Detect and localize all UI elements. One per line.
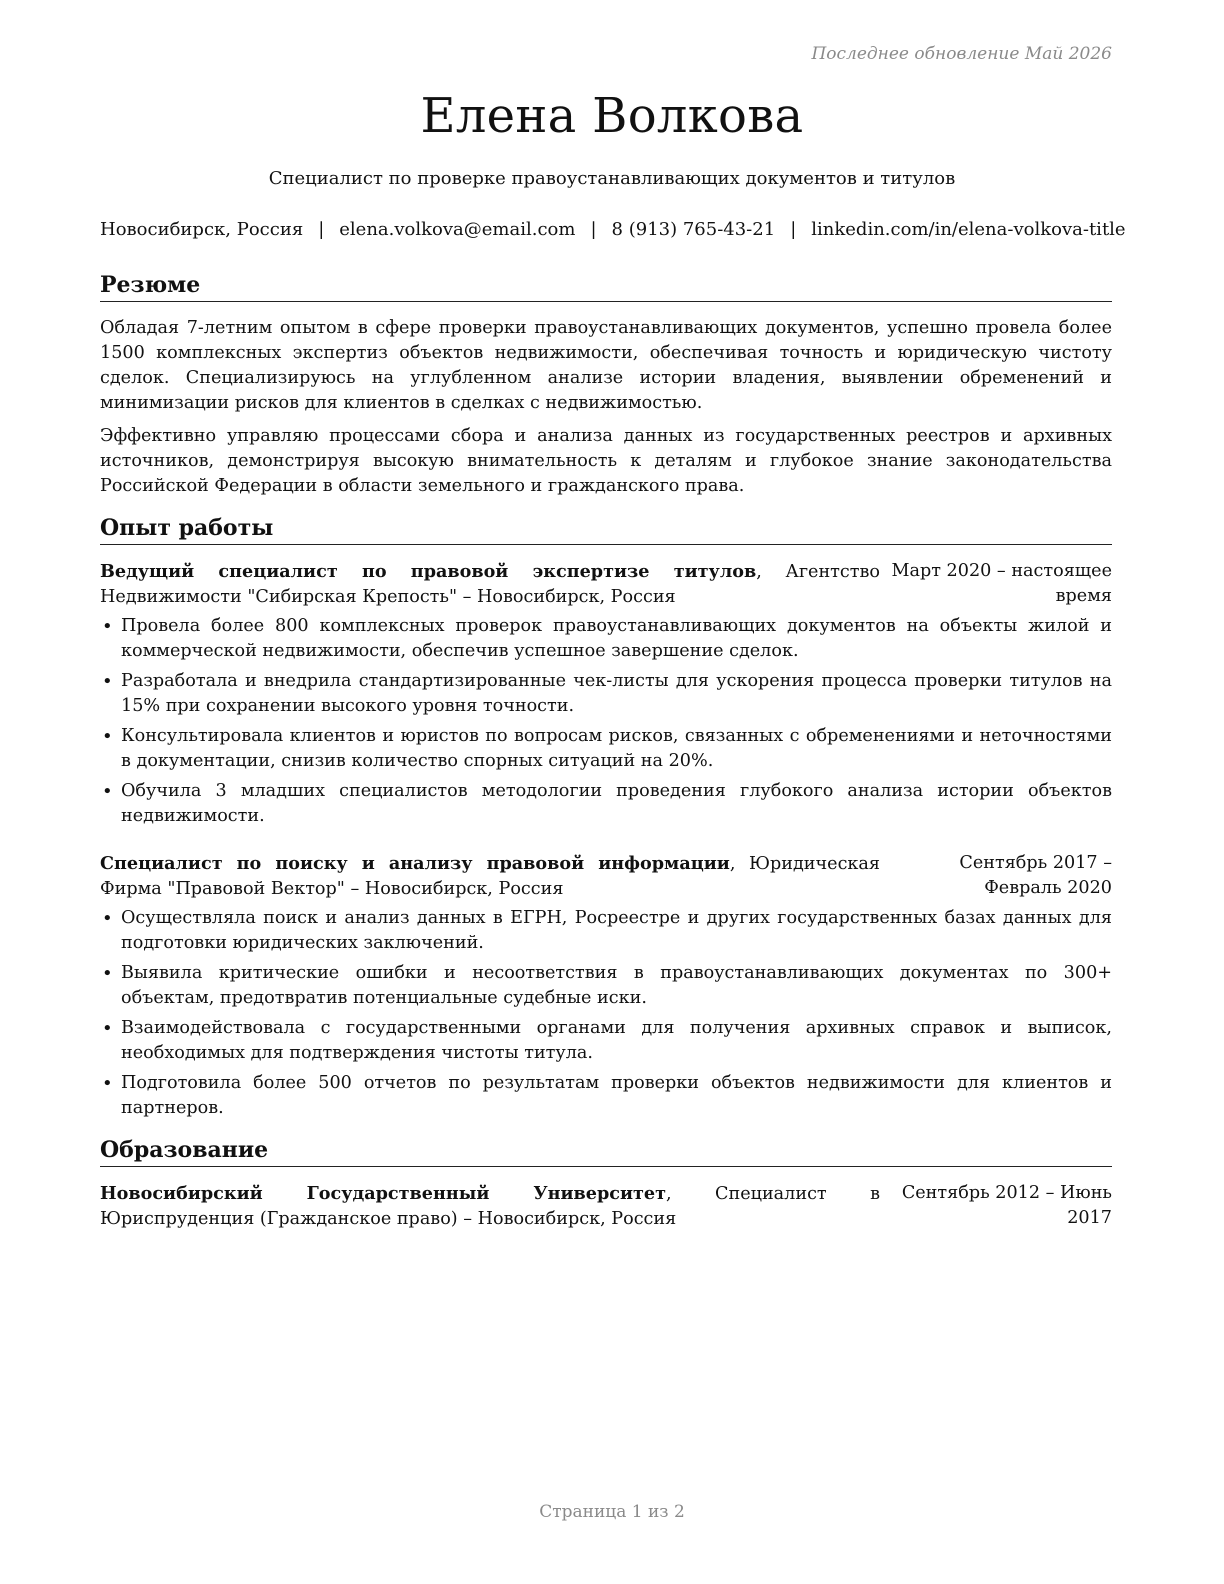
summary-paragraph: Обладая 7-летним опытом в сфере проверки правоустанавливающих документов, успешно провела более 1500 комплексных экспертиз объектов недвижимости, обеспечивая точность и юридическую чистоту сделок. Специализируюсь на углубленном анализе истории владения, выявлении обременений и минимизации рисков для клиентов в сделках с недвижимостью. [100, 318, 1112, 413]
job-bullet: • Разработала и внедрила стандартизированные чек-листы для ускорения процесса проверки титулов на 15% при сохранении высокого уровня точности. [100, 669, 1112, 719]
contact-location: Новосибирск, Россия [100, 219, 304, 240]
job-entry [100, 851, 1112, 1121]
job-dates: Март 2020 – настоящее время [891, 561, 1112, 606]
summary-section [100, 270, 1112, 499]
job-bullet: • Выявила критические ошибки и несоответствия в правоустанавливающих документах по 300+ объектам, предотвратив потенциальные судебные иски. [100, 961, 1112, 1011]
contact-phone[interactable]: 8 (913) 765-43-21 [611, 219, 776, 240]
last-updated: Последнее обновление Май 2026 [811, 44, 1112, 64]
job-role: Специалист по поиску и анализу правовой информации [100, 853, 730, 874]
contact-separator: | [318, 219, 325, 240]
page-number: Страница 1 из 2 [539, 1502, 685, 1522]
job-title-line [100, 559, 880, 610]
summary-paragraph: Эффективно управляю процессами сбора и анализа данных из государственных реестров и архивных источников, демонстрируя высокую внимательность к деталям и глубокое знание законодательства Российской Федерации в области земельного и гражданского права. [100, 426, 1112, 496]
education-dates: Сентябрь 2012 – Июнь 2017 [901, 1183, 1112, 1228]
contact-separator: | [790, 219, 797, 240]
education-section [100, 1135, 1112, 1232]
job-bullets [100, 614, 1112, 829]
candidate-subtitle: Специалист по проверке правоустанавливающих документов и титулов [268, 168, 956, 189]
education-institution: Новосибирский Государственный Университет [100, 1183, 667, 1204]
job-bullet: • Подготовила более 500 отчетов по результатам проверки объектов недвижимости для клиентов и партнеров. [100, 1071, 1112, 1121]
job-organization: , Юридическая Фирма "Правовой Вектор" – Новосибирск, Россия [100, 854, 881, 899]
job-dates: Сентябрь 2017 – Февраль 2020 [959, 853, 1112, 898]
job-bullet: • Обучила 3 младших специалистов методологии проведения глубокого анализа истории объектов недвижимости. [100, 779, 1112, 829]
contact-line [100, 219, 1126, 240]
section-title-summary: Резюме [100, 270, 1112, 302]
job-bullet: • Взаимодействовала с государственными органами для получения архивных справок и выписок, необходимых для подтверждения чистоты титула. [100, 1016, 1112, 1066]
candidate-name: Елена Волкова [420, 88, 804, 144]
resume-content [100, 270, 1112, 1232]
job-header [100, 851, 1112, 902]
job-bullet: • Консультировала клиентов и юристов по вопросам рисков, связанных с обременениями и неточностями в документации, снизив количество спорных ситуаций на 20%. [100, 724, 1112, 774]
section-title-education: Образование [100, 1135, 1112, 1167]
job-bullet: • Провела более 800 комплексных проверок правоустанавливающих документов на объекты жилой и коммерческой недвижимости, обеспечив успешное завершение сделок. [100, 614, 1112, 664]
job-title-line [100, 851, 880, 902]
contact-separator: | [590, 219, 597, 240]
contact-email[interactable]: elena.volkova@email.com [339, 219, 576, 240]
job-organization: , Агентство Недвижимости "Сибирская Крепость" – Новосибирск, Россия [100, 562, 880, 607]
job-bullet: • Осуществляла поиск и анализ данных в ЕГРН, Росреестре и других государственных базах данных для подготовки юридических заключений. [100, 906, 1112, 956]
job-entry [100, 559, 1112, 829]
job-bullets [100, 906, 1112, 1121]
education-degree: , Специалист в Юриспруденция (Гражданское право) – Новосибирск, Россия [100, 1184, 880, 1229]
experience-section [100, 513, 1112, 1121]
section-title-experience: Опыт работы [100, 513, 1112, 545]
contact-linkedin[interactable]: linkedin.com/in/elena-volkova-title [811, 219, 1126, 240]
job-role: Ведущий специалист по правовой экспертизе титулов [100, 561, 757, 582]
education-header [100, 1181, 1112, 1232]
education-entry [100, 1181, 1112, 1232]
education-title-line [100, 1181, 880, 1232]
job-header [100, 559, 1112, 610]
